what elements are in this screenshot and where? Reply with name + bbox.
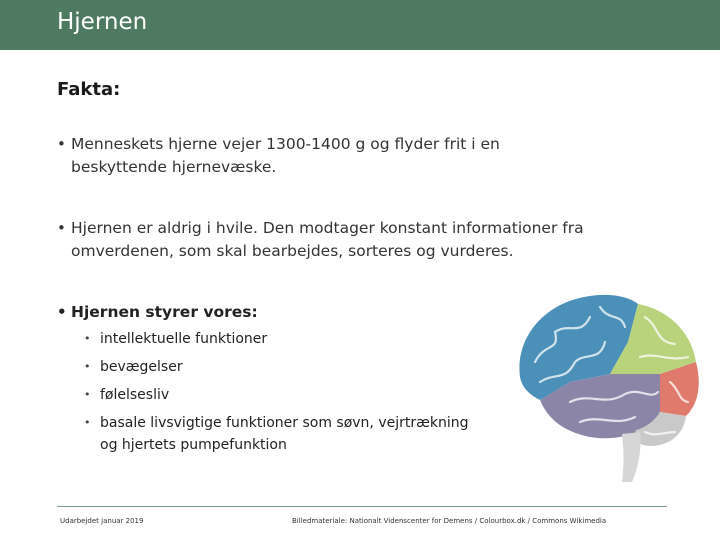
brain-stem [622, 432, 641, 482]
sub-bullet-dot-icon: • [84, 360, 91, 373]
sub-bullet-text: intellektuelle funktioner [100, 331, 268, 347]
sub-bullet-text: følelsesliv [100, 387, 170, 403]
sub-bullet-text: og hjertets pumpefunktion [100, 437, 287, 453]
slide-header [0, 0, 720, 50]
footer-date: Udarbejdet januar 2019 [60, 517, 144, 525]
bullet-text-line: beskyttende hjernevæske. [71, 158, 277, 176]
footer-divider [57, 506, 667, 507]
sub-bullet-item [84, 412, 469, 456]
sub-bullet-item [84, 384, 170, 406]
brain-illustration [510, 282, 710, 492]
bullet-text-line: Menneskets hjerne vejer 1300-1400 g og flyder frit i en [71, 135, 500, 153]
bullet-dot-icon: • [57, 219, 66, 237]
sub-bullet-item [84, 328, 268, 350]
sub-bullet-dot-icon: • [84, 332, 91, 345]
sub-bullet-text: basale livsvigtige funktioner som søvn, vejrtrækning [100, 415, 469, 431]
sub-bullet-text: bevægelser [100, 359, 183, 375]
bullet-item [57, 133, 500, 179]
bullet-dot-icon: • [57, 135, 66, 153]
bullet-text-line: omverdenen, som skal bearbejdes, sorteres og vurderes. [71, 242, 514, 260]
sub-bullet-dot-icon: • [84, 388, 91, 401]
bullet-text-line: Hjernen er aldrig i hvile. Den modtager konstant informationer fra [71, 219, 584, 237]
section-heading: Fakta: [57, 79, 121, 100]
sub-bullet-item [84, 356, 183, 378]
slide-title: Hjernen [57, 9, 148, 35]
sub-bullet-dot-icon: • [84, 416, 91, 429]
bullet-text-line: Hjernen styrer vores: [71, 303, 258, 321]
footer-credits: Billedmateriale: Nationalt Videnscenter for Demens / Colourbox.dk / Commons Wikimedia [292, 517, 607, 525]
bullet-item [57, 301, 258, 324]
bullet-item [57, 217, 584, 263]
bullet-dot-icon: • [57, 303, 67, 321]
